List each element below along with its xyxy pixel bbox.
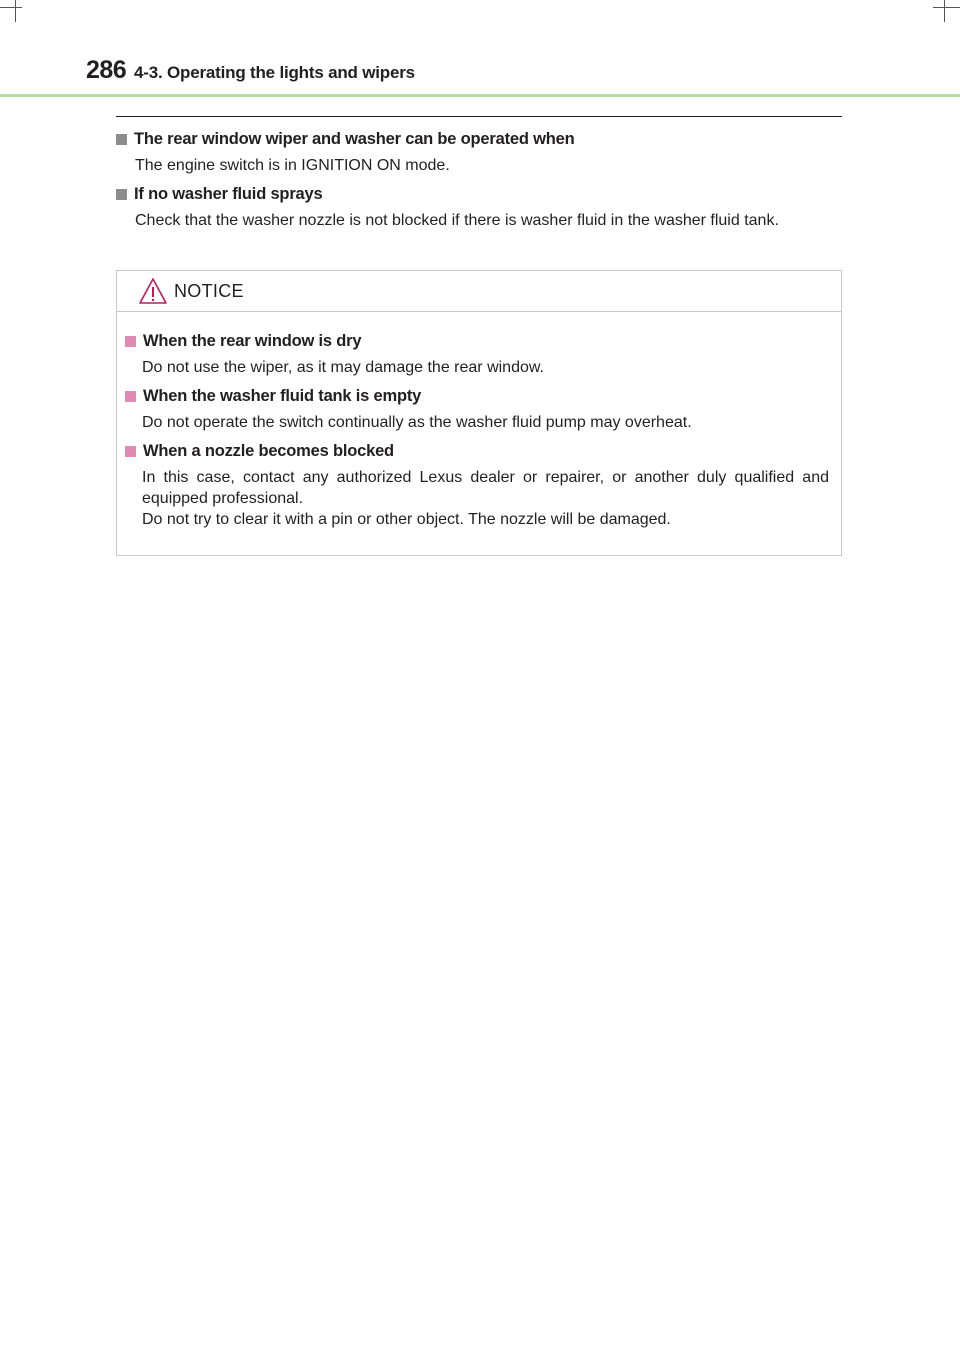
notice-box	[116, 270, 842, 556]
notice-item-heading	[125, 440, 829, 462]
notice-body	[117, 312, 841, 530]
item-heading	[116, 183, 842, 205]
notice-item-body-line: Do not use the wiper, as it may damage the rear window.	[142, 359, 544, 376]
notice-item-body-line: In this case, contact any authorized Lexus dealer or repairer, or another duly qualified and equipped professional.	[142, 469, 829, 507]
notice-item-heading-text: When the washer fluid tank is empty	[143, 387, 422, 405]
square-bullet-icon	[116, 189, 127, 200]
notice-header	[117, 271, 841, 312]
notice-item-body	[125, 467, 829, 530]
notice-item-body	[125, 412, 829, 433]
item-heading-text: If no washer fluid sprays	[134, 185, 323, 203]
notice-item	[125, 385, 829, 433]
main-content	[116, 128, 842, 238]
notice-item-body-line: Do not try to clear it with a pin or other object. The nozzle will be damaged.	[142, 511, 671, 528]
notice-item	[125, 440, 829, 530]
warning-triangle-icon	[138, 277, 168, 305]
list-item	[116, 128, 842, 176]
notice-item-body-line: Do not operate the switch continually as the washer fluid pump may overheat.	[142, 414, 692, 431]
notice-item-body	[125, 357, 829, 378]
notice-item-heading	[125, 330, 829, 352]
notice-item-heading-text: When the rear window is dry	[143, 332, 362, 350]
square-bullet-icon	[125, 391, 136, 402]
crop-mark	[0, 7, 22, 8]
page-header	[86, 56, 415, 92]
content-top-rule	[116, 116, 842, 117]
item-body: Check that the washer nozzle is not blocked if there is washer fluid in the washer fluid tank.	[135, 212, 779, 229]
item-body: The engine switch is in IGNITION ON mode.	[135, 157, 450, 174]
item-heading	[116, 128, 842, 150]
header-rule	[0, 94, 960, 97]
square-bullet-icon	[125, 446, 136, 457]
square-bullet-icon	[116, 134, 127, 145]
notice-item-heading	[125, 385, 829, 407]
crop-mark	[944, 0, 945, 22]
square-bullet-icon	[125, 336, 136, 347]
crop-mark	[15, 0, 16, 22]
list-item	[116, 183, 842, 231]
notice-label: NOTICE	[174, 280, 244, 301]
section-title: 4-3. Operating the lights and wipers	[134, 63, 415, 82]
page-number: 286	[86, 56, 127, 84]
item-heading-text: The rear window wiper and washer can be operated when	[134, 130, 575, 148]
crop-mark	[933, 7, 960, 8]
notice-item-heading-text: When a nozzle becomes blocked	[143, 442, 394, 460]
notice-item	[125, 330, 829, 378]
